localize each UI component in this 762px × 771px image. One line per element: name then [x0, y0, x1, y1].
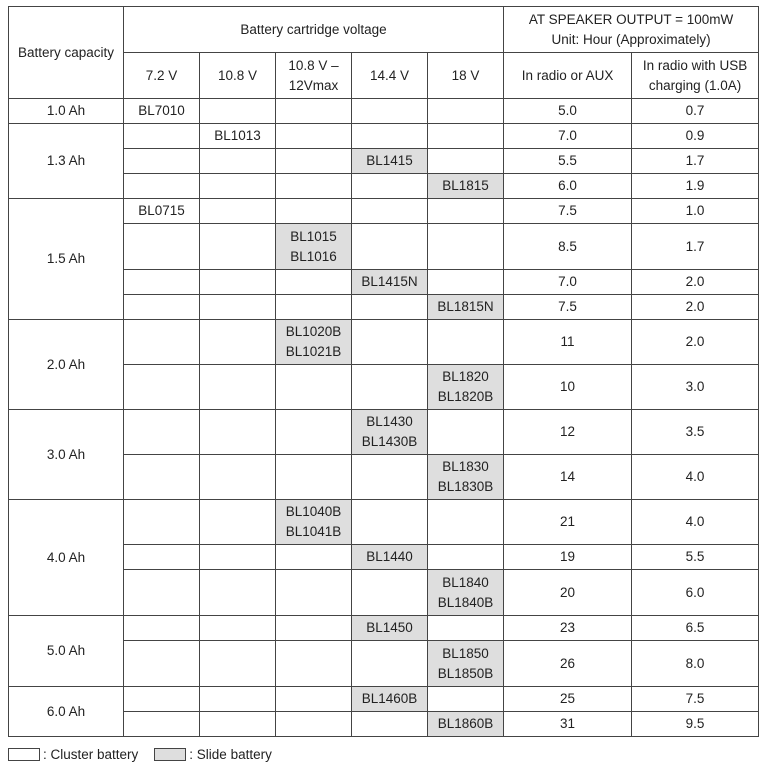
radio-hours-cell: 6.0: [504, 174, 632, 199]
header-10-8v-12vmax: [276, 53, 352, 99]
model-cell: [428, 570, 504, 616]
empty-cell: [352, 295, 428, 320]
model-label: BL1415N: [361, 274, 418, 289]
empty-cell: [124, 570, 200, 616]
capacity-cell: 2.0 Ah: [9, 320, 124, 410]
empty-cell: [200, 545, 276, 570]
model-label: BL1440: [366, 549, 413, 564]
radio-hours-cell: 5.0: [504, 99, 632, 124]
empty-cell: [428, 410, 504, 455]
header-7-2v: 7.2 V: [124, 53, 200, 99]
empty-cell: [428, 199, 504, 224]
header-row-top: [9, 7, 759, 53]
empty-cell: [352, 455, 428, 500]
empty-cell: [428, 616, 504, 641]
model-label: BL1850: [442, 645, 489, 661]
header-10-8v: 10.8 V: [200, 53, 276, 99]
model-cell: [428, 455, 504, 500]
radio-hours-cell: 25: [504, 687, 632, 712]
cluster-swatch: [8, 748, 40, 761]
empty-cell: [276, 99, 352, 124]
empty-cell: [124, 641, 200, 687]
empty-cell: [200, 99, 276, 124]
empty-cell: [428, 224, 504, 270]
model-cell: [428, 295, 504, 320]
model-label: BL1041B: [285, 524, 342, 539]
model-cell: [352, 687, 428, 712]
capacity-cell: 1.5 Ah: [9, 199, 124, 320]
empty-cell: [276, 270, 352, 295]
empty-cell: [124, 687, 200, 712]
header-radio-aux: In radio or AUX: [504, 53, 632, 99]
empty-cell: [200, 365, 276, 410]
empty-cell: [124, 545, 200, 570]
empty-cell: [428, 500, 504, 545]
empty-cell: [428, 270, 504, 295]
radio-hours-cell: 19: [504, 545, 632, 570]
table-row: [9, 616, 759, 641]
model-cell: [428, 641, 504, 687]
header-output-line1: AT SPEAKER OUTPUT = 100mW: [528, 11, 734, 27]
radio-hours-cell: 26: [504, 641, 632, 687]
radio-hours-cell: 12: [504, 410, 632, 455]
radio-hours-cell: 5.5: [504, 149, 632, 174]
usb-hours-cell: 2.0: [632, 295, 759, 320]
empty-cell: [200, 224, 276, 270]
header-usb-line1: In radio with USB: [642, 57, 748, 73]
empty-cell: [276, 687, 352, 712]
table-row: [9, 687, 759, 712]
empty-cell: [200, 149, 276, 174]
empty-cell: [200, 199, 276, 224]
empty-cell: [428, 124, 504, 149]
usb-hours-cell: 9.5: [632, 712, 759, 737]
empty-cell: [200, 641, 276, 687]
usb-hours-cell: 1.9: [632, 174, 759, 199]
empty-cell: [276, 641, 352, 687]
model-label: BL1015: [290, 228, 337, 244]
model-cell: [428, 174, 504, 199]
usb-hours-cell: 1.7: [632, 149, 759, 174]
capacity-cell: 1.3 Ah: [9, 124, 124, 199]
model-cell: [352, 270, 428, 295]
model-label: BL1430B: [361, 434, 418, 449]
model-label: BL1860B: [437, 716, 494, 731]
model-label: BL1020B: [285, 324, 342, 339]
empty-cell: [276, 616, 352, 641]
model-cell: [200, 124, 276, 149]
empty-cell: [124, 295, 200, 320]
model-cell: [276, 500, 352, 545]
empty-cell: [124, 270, 200, 295]
empty-cell: [352, 199, 428, 224]
table-row: [9, 500, 759, 545]
model-cell: [352, 616, 428, 641]
empty-cell: [200, 410, 276, 455]
empty-cell: [352, 320, 428, 365]
model-label: BL1415: [366, 153, 413, 168]
empty-cell: [276, 295, 352, 320]
model-label: BL0715: [138, 203, 185, 218]
empty-cell: [352, 570, 428, 616]
empty-cell: [124, 320, 200, 365]
empty-cell: [428, 149, 504, 174]
header-10-8v-12vmax-line1: 10.8 V –: [288, 57, 339, 73]
empty-cell: [124, 410, 200, 455]
empty-cell: [124, 455, 200, 500]
model-label: BL1820B: [437, 389, 494, 404]
empty-cell: [352, 99, 428, 124]
empty-cell: [200, 616, 276, 641]
radio-hours-cell: 7.0: [504, 124, 632, 149]
table-row: [9, 199, 759, 224]
empty-cell: [124, 500, 200, 545]
header-cartridge-voltage: Battery cartridge voltage: [124, 7, 504, 53]
radio-hours-cell: 14: [504, 455, 632, 500]
empty-cell: [352, 712, 428, 737]
header-usb-charging: [632, 53, 759, 99]
capacity-cell: 4.0 Ah: [9, 500, 124, 616]
empty-cell: [276, 365, 352, 410]
radio-hours-cell: 21: [504, 500, 632, 545]
empty-cell: [200, 455, 276, 500]
usb-hours-cell: 5.5: [632, 545, 759, 570]
model-cell: [276, 224, 352, 270]
model-cell: [428, 712, 504, 737]
capacity-cell: 1.0 Ah: [9, 99, 124, 124]
radio-hours-cell: 7.5: [504, 295, 632, 320]
empty-cell: [200, 712, 276, 737]
model-label: BL1016: [290, 248, 337, 264]
model-cell: [124, 199, 200, 224]
model-cell: [352, 149, 428, 174]
empty-cell: [352, 224, 428, 270]
empty-cell: [276, 545, 352, 570]
empty-cell: [276, 410, 352, 455]
empty-cell: [124, 224, 200, 270]
empty-cell: [276, 149, 352, 174]
model-label: BL1430: [366, 414, 413, 429]
empty-cell: [428, 99, 504, 124]
usb-hours-cell: 6.5: [632, 616, 759, 641]
table-row: [9, 99, 759, 124]
legend: [8, 747, 272, 762]
battery-table: [8, 6, 759, 737]
model-label: BL1450: [366, 620, 413, 635]
model-label: BL1815: [442, 178, 489, 193]
model-label: BL1840: [442, 574, 489, 590]
empty-cell: [200, 320, 276, 365]
legend-slide-label: : Slide battery: [189, 747, 272, 762]
radio-hours-cell: 10: [504, 365, 632, 410]
model-label: BL1040B: [285, 504, 342, 519]
table-body: [9, 99, 759, 737]
usb-hours-cell: 0.7: [632, 99, 759, 124]
header-usb-line2: charging (1.0A): [648, 77, 742, 93]
radio-hours-cell: 11: [504, 320, 632, 365]
empty-cell: [200, 570, 276, 616]
usb-hours-cell: 6.0: [632, 570, 759, 616]
model-cell: [352, 410, 428, 455]
model-label: BL1815N: [437, 299, 494, 314]
usb-hours-cell: 0.9: [632, 124, 759, 149]
model-cell: [276, 320, 352, 365]
model-cell: [428, 365, 504, 410]
header-10-8v-12vmax-line2: 12Vmax: [288, 77, 339, 93]
empty-cell: [200, 174, 276, 199]
radio-hours-cell: 31: [504, 712, 632, 737]
empty-cell: [124, 124, 200, 149]
empty-cell: [276, 570, 352, 616]
usb-hours-cell: 4.0: [632, 455, 759, 500]
empty-cell: [200, 270, 276, 295]
empty-cell: [352, 641, 428, 687]
usb-hours-cell: 2.0: [632, 320, 759, 365]
legend-cluster-label: : Cluster battery: [43, 747, 139, 762]
usb-hours-cell: 3.5: [632, 410, 759, 455]
empty-cell: [124, 616, 200, 641]
empty-cell: [124, 149, 200, 174]
capacity-cell: 5.0 Ah: [9, 616, 124, 687]
model-label: BL1460B: [361, 691, 418, 706]
slide-swatch: [154, 748, 186, 761]
capacity-cell: 3.0 Ah: [9, 410, 124, 500]
radio-hours-cell: 7.0: [504, 270, 632, 295]
model-cell: [124, 99, 200, 124]
empty-cell: [428, 545, 504, 570]
usb-hours-cell: 1.0: [632, 199, 759, 224]
usb-hours-cell: 7.5: [632, 687, 759, 712]
empty-cell: [200, 687, 276, 712]
empty-cell: [428, 320, 504, 365]
header-output-line2: Unit: Hour (Approximately): [551, 31, 711, 47]
model-label: BL1013: [214, 128, 261, 143]
model-label: BL1830B: [437, 479, 494, 494]
radio-hours-cell: 7.5: [504, 199, 632, 224]
empty-cell: [352, 124, 428, 149]
header-14-4v: 14.4 V: [352, 53, 428, 99]
model-label: BL1820: [442, 369, 489, 384]
radio-hours-cell: 23: [504, 616, 632, 641]
empty-cell: [276, 124, 352, 149]
header-speaker-output: [504, 7, 759, 53]
table-row: [9, 320, 759, 365]
empty-cell: [276, 174, 352, 199]
model-label: BL7010: [138, 103, 185, 118]
usb-hours-cell: 2.0: [632, 270, 759, 295]
model-label: BL1021B: [285, 344, 342, 359]
empty-cell: [200, 500, 276, 545]
table-row: [9, 124, 759, 149]
empty-cell: [200, 295, 276, 320]
empty-cell: [352, 365, 428, 410]
empty-cell: [352, 500, 428, 545]
capacity-cell: 6.0 Ah: [9, 687, 124, 737]
model-label: BL1840B: [437, 594, 494, 610]
empty-cell: [276, 199, 352, 224]
usb-hours-cell: 3.0: [632, 365, 759, 410]
empty-cell: [124, 365, 200, 410]
empty-cell: [124, 174, 200, 199]
empty-cell: [276, 712, 352, 737]
model-label: BL1850B: [437, 665, 494, 681]
empty-cell: [124, 712, 200, 737]
usb-hours-cell: 4.0: [632, 500, 759, 545]
usb-hours-cell: 1.7: [632, 224, 759, 270]
table-row: [9, 410, 759, 455]
empty-cell: [352, 174, 428, 199]
header-18v: 18 V: [428, 53, 504, 99]
model-label: BL1830: [442, 459, 489, 474]
empty-cell: [276, 455, 352, 500]
radio-hours-cell: 20: [504, 570, 632, 616]
model-cell: [352, 545, 428, 570]
usb-hours-cell: 8.0: [632, 641, 759, 687]
header-battery-capacity: Battery capacity: [9, 7, 124, 99]
empty-cell: [428, 687, 504, 712]
radio-hours-cell: 8.5: [504, 224, 632, 270]
